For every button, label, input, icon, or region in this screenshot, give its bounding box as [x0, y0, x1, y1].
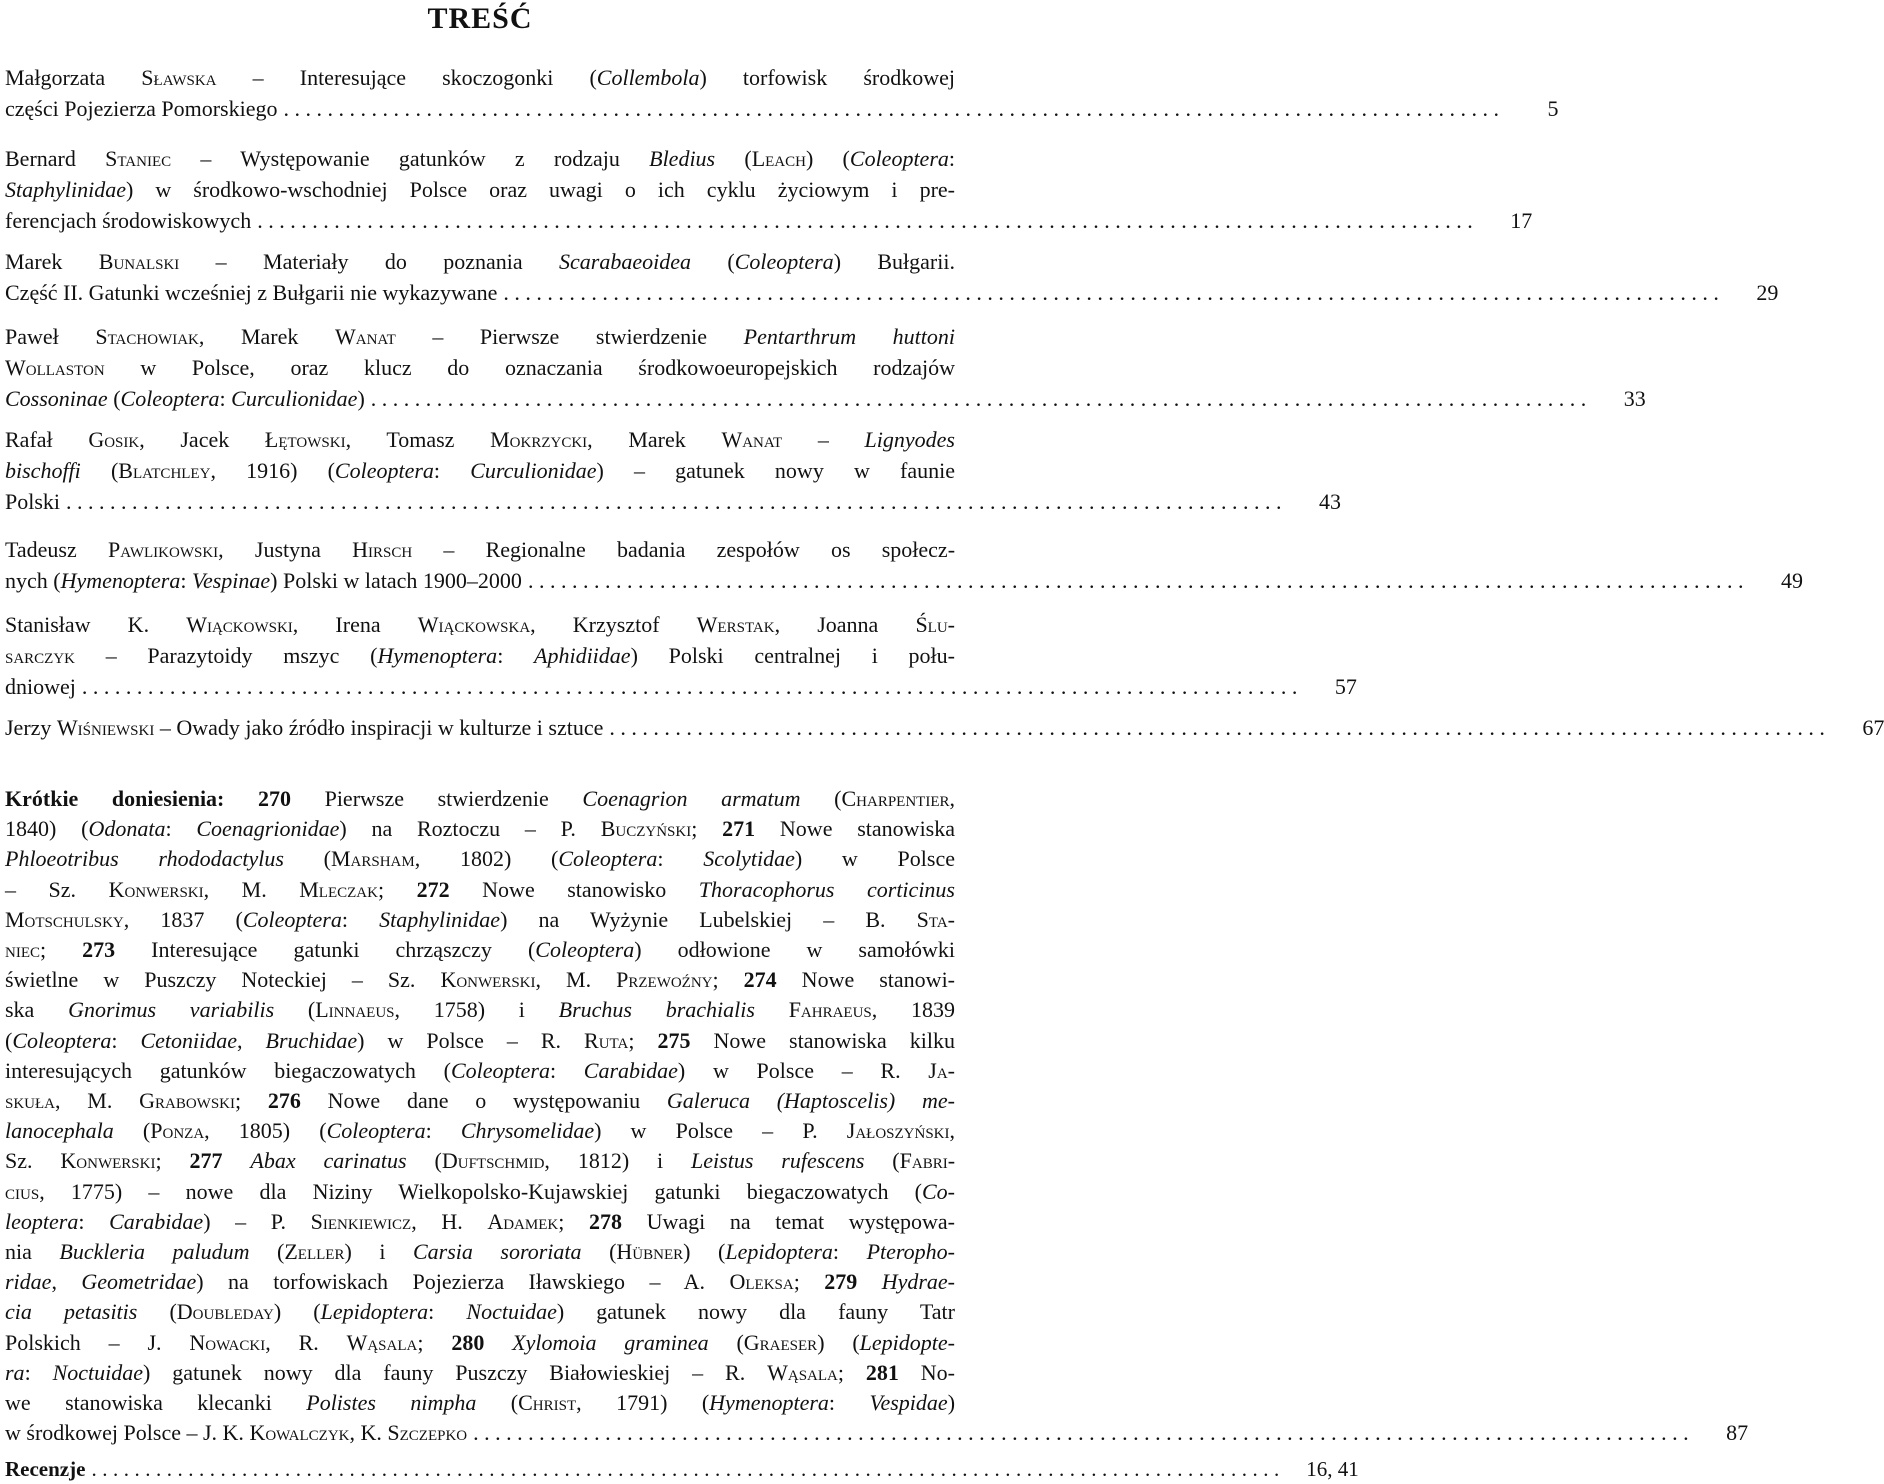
page-number: 49 — [1780, 568, 1803, 593]
italic-text: Coenagrionidae — [196, 816, 340, 842]
dot-leader: ............................................................................................................... — [91, 1457, 1285, 1481]
author-surname: Hirsch — [352, 537, 413, 562]
contents-entry — [5, 62, 1559, 124]
dot-leader: ............................................................................................................... — [283, 96, 1505, 121]
italic-text: Co- — [922, 1178, 955, 1204]
italic-text: Coleoptera — [242, 906, 342, 932]
entry-text: ferencjach środowiskowych — [5, 208, 252, 233]
author-surname: Wanat — [334, 324, 396, 349]
entry-line: ra: Noctuidae) gatunek nowy dla fauny Puszczy Białowieskiej – R. Wąsala; 281 No- — [5, 1359, 955, 1385]
italic-text: Collembola — [596, 65, 700, 90]
italic-text: Coleoptera — [12, 1027, 112, 1053]
author-surname: Staniec — [105, 146, 172, 171]
italic-text: Coleoptera — [326, 1118, 426, 1144]
italic-text: Hydrae- — [881, 1269, 956, 1295]
italic-text: Lepidopte- — [859, 1329, 955, 1355]
italic-text: Cossoninae — [5, 386, 108, 411]
author-surname: Konwerski — [440, 967, 536, 993]
author-surname: Mokrzycki — [490, 427, 588, 452]
italic-text: Chrysomelidae — [460, 1118, 595, 1144]
page-number: 33 — [1623, 386, 1646, 411]
author-surname: Fabri- — [899, 1148, 956, 1174]
author-surname: Blatchley — [118, 458, 211, 483]
author-surname: Wiąckowska — [417, 612, 531, 637]
entry-line: ska Gnorimus variabilis (Linnaeus, 1758) i Bruchus brachialis Fahraeus, 1839 — [5, 997, 955, 1023]
italic-text: Pentarthrum huttoni — [743, 324, 956, 349]
italic-text: Cetoniidae — [140, 1027, 237, 1053]
author-surname: Wąsala — [767, 1359, 838, 1385]
italic-text: Coleoptera — [120, 386, 220, 411]
entry-line: 1840) (Odonata: Coenagrionidae) na Roztoczu – P. Buczyński; 271 Nowe stanowiska — [5, 816, 956, 842]
author-surname: Bunalski — [98, 249, 180, 274]
bold-text: Krótkie doniesienia: 270 — [5, 786, 291, 811]
bold-text: 274 — [743, 967, 777, 993]
contents-entry — [5, 246, 1779, 308]
author-surname: Szczepko — [387, 1420, 468, 1446]
italic-text: Galeruca (Haptoscelis) me- — [666, 1088, 955, 1114]
italic-text: Carabidae — [583, 1057, 678, 1083]
italic-text: Lignyodes — [864, 427, 955, 452]
author-surname: Ponza — [150, 1118, 205, 1144]
page-number: 57 — [1334, 674, 1357, 699]
bold-text: 275 — [657, 1027, 691, 1053]
author-surname: Hübner — [616, 1239, 684, 1265]
author-surname: Konwerski — [108, 876, 204, 902]
author-surname: Ślu- — [915, 612, 955, 637]
italic-text: Coleoptera — [334, 458, 434, 483]
author-surname: Marsham — [330, 846, 415, 872]
italic-text: Phloeotribus rhododactylus — [5, 846, 284, 872]
author-surname: Charpentier — [841, 786, 950, 811]
italic-text: cia petasitis — [5, 1299, 138, 1325]
author-surname: sarczyk — [5, 643, 76, 668]
bold-text: Recenzje — [5, 1457, 86, 1481]
dot-leader: ............................................................................................................... — [66, 489, 1288, 514]
author-surname: Wanat — [721, 427, 783, 452]
entry-line: Phloeotribus rhododactylus (Marsham, 1802) (Coleoptera: Scolytidae) w Polsce — [5, 846, 955, 872]
author-surname: Wiśniewski — [56, 715, 155, 740]
author-surname: Wiąckowski — [186, 612, 293, 637]
entry-line: sarczyk – Parazytoidy mszyc (Hymenoptera: Aphidiidae) Polski centralnej i połu- — [5, 643, 955, 668]
entry-text: Cossoninae (Coleoptera: Curculionidae) — [5, 386, 365, 411]
italic-text: ridae — [5, 1269, 52, 1295]
author-surname: Duftschmid — [441, 1148, 545, 1174]
bold-text: 277 — [189, 1148, 223, 1174]
italic-text: Curculionidae — [470, 458, 597, 483]
author-surname: Werstak — [696, 612, 775, 637]
italic-text: Xylomoia graminea — [512, 1329, 709, 1355]
entry-text — [5, 1456, 85, 1482]
contents-entry — [5, 609, 1357, 702]
entry-line: we stanowiska klecanki Polistes nimpha (Christ, 1791) (Hymenoptera: Vespidae) — [5, 1390, 956, 1416]
entry-line: Sz. Konwerski; 277 Abax carinatus (Duftschmid, 1812) i Leistus rufescens (Fabri- — [5, 1148, 956, 1174]
italic-text: Bruchidae — [265, 1027, 358, 1053]
entry-line: Rafał Gosik, Jacek Łętowski, Tomasz Mokrzycki, Marek Wanat – Lignyodes — [5, 427, 955, 452]
dot-leader: ............................................................................................................... — [473, 1420, 1695, 1446]
italic-text: Staphylinidae — [379, 906, 501, 932]
italic-text: Coleoptera — [450, 1057, 550, 1083]
author-surname: Doubleday — [176, 1299, 274, 1325]
entry-line: Tadeusz Pawlikowski, Justyna Hirsch – Regionalne badania zespołów os społecz- — [5, 537, 956, 562]
page-number: 16, 41 — [1306, 1457, 1359, 1481]
italic-text: Noctuidae — [52, 1359, 144, 1385]
italic-text: lanocephala — [5, 1118, 114, 1144]
author-surname: Buczyński — [600, 816, 692, 842]
italic-text: Vespidae — [869, 1390, 948, 1416]
entry-line: cia petasitis (Doubleday) (Lepidoptera: Noctuidae) gatunek nowy dla fauny Tatr — [5, 1299, 955, 1325]
dot-leader: ............................................................................................................... — [81, 674, 1303, 699]
italic-text: Bledius — [649, 146, 716, 171]
italic-text: bischoffi — [5, 458, 81, 483]
italic-text: Buckleria paludum — [59, 1239, 250, 1265]
author-surname: Wollaston — [5, 355, 105, 380]
entry-last-line — [5, 93, 1559, 124]
author-surname: Wąsala — [346, 1329, 418, 1355]
short-notes-section — [5, 784, 1749, 1448]
italic-text: Polistes nimpha — [306, 1390, 477, 1416]
author-surname: Nowacki — [189, 1329, 266, 1355]
entry-line: Paweł Stachowiak, Marek Wanat – Pierwsze stwierdzenie Pentarthrum huttoni — [5, 324, 956, 349]
bold-text: 278 — [588, 1208, 622, 1234]
italic-text: Noctuidae — [466, 1299, 557, 1325]
author-surname: Gosik — [88, 427, 140, 452]
author-surname: Przewoźny — [616, 967, 713, 993]
entry-line: Motschulsky, 1837 (Coleoptera: Staphylinidae) na Wyżynie Lubelskiej – B. Sta- — [5, 906, 955, 932]
italic-text: Hymenoptera — [60, 568, 181, 593]
entry-line: Małgorzata Sławska – Interesujące skoczogonki (Collembola) torfowisk środkowej — [5, 65, 955, 90]
entry-text: nych (Hymenoptera: Vespinae) Polski w latach 1900–2000 — [5, 568, 522, 593]
bold-text: 276 — [267, 1088, 301, 1114]
author-surname: Sta- — [916, 906, 955, 932]
author-surname: Motschulsky — [5, 906, 124, 932]
author-surname: Sławska — [141, 65, 217, 90]
author-surname: skuła — [5, 1088, 56, 1114]
page-title: TREŚĆ — [427, 2, 533, 35]
contents-entry — [5, 534, 1803, 596]
entry-text: w środkowej Polsce – J. K. Kowalczyk, K. Szczepko — [5, 1420, 468, 1446]
entry-line: leoptera: Carabidae) – P. Sienkiewicz, H. Adamek; 278 Uwagi na temat występowa- — [5, 1208, 955, 1234]
contents-entry — [5, 143, 1533, 236]
author-surname: Zeller — [284, 1239, 345, 1265]
page-number: 87 — [1726, 1420, 1749, 1446]
entry-last-line — [5, 1418, 1749, 1448]
author-surname: Pawlikowski — [107, 537, 219, 562]
entry-last-line — [5, 712, 1884, 743]
author-surname: Ruta — [584, 1027, 629, 1053]
bold-text: 273 — [82, 937, 116, 963]
italic-text: Coleoptera — [849, 146, 949, 171]
author-surname: Kowalczyk — [249, 1420, 350, 1446]
entry-line: Stanisław K. Wiąckowski, Irena Wiąckowska, Krzysztof Werstak, Joanna Ślu- — [5, 612, 955, 637]
italic-text: Hymenoptera — [709, 1390, 829, 1416]
author-surname: Oleksa — [729, 1269, 794, 1295]
italic-text: Vespinae — [191, 568, 271, 593]
entry-line: Bernard Staniec – Występowanie gatunków z rodzaju Bledius (Leach) (Coleoptera: — [5, 146, 956, 171]
author-surname: Leach — [751, 146, 806, 171]
author-surname: Christ — [518, 1390, 577, 1416]
italic-text: Scarabaeoidea — [559, 249, 691, 274]
bold-text: 280 — [451, 1329, 485, 1355]
author-surname: Konwerski — [60, 1148, 156, 1174]
italic-text: ra — [5, 1359, 25, 1385]
dot-leader: ............................................................................................................... — [503, 280, 1725, 305]
entry-line: cius, 1775) – nowe dla Niziny Wielkopolsko-Kujawskiej gatunki biegaczowatych (Co- — [5, 1178, 955, 1204]
italic-text: Staphylinidae — [5, 177, 126, 202]
entry-line: Polskich – J. Nowacki, R. Wąsala; 280 Xylomoia graminea (Graeser) (Lepidopte- — [5, 1329, 955, 1355]
author-surname: Mleczak — [299, 876, 378, 902]
entry-text: Polski — [5, 489, 61, 514]
entry-last-line — [5, 486, 1342, 517]
entry-last-line — [5, 671, 1357, 702]
entry-line: Krótkie doniesienia: 270 Pierwsze stwierdzenie Coenagrion armatum (Charpentier, — [5, 786, 956, 811]
dot-leader: ............................................................................................................... — [609, 715, 1831, 740]
italic-text: Coenagrion armatum — [582, 786, 801, 811]
italic-text: Thoracophorus corticinus — [698, 876, 955, 902]
italic-text: Carsia sororiata — [412, 1239, 582, 1265]
entry-text: Część II. Gatunki wcześniej z Bułgarii nie wykazywane — [5, 280, 498, 305]
contents-entry — [5, 321, 1646, 414]
page-number: 67 — [1862, 715, 1884, 740]
entry-line: (Coleoptera: Cetoniidae, Bruchidae) w Polsce – R. Ruta; 275 Nowe stanowiska kilku — [5, 1027, 956, 1053]
contents-entry — [5, 712, 1884, 743]
italic-text: Odonata — [88, 816, 166, 842]
entry-last-line — [5, 1456, 1359, 1482]
author-surname: Ja- — [928, 1057, 956, 1083]
entry-line: Staphylinidae) w środkowo-wschodniej Polsce oraz uwagi o ich cyklu życiowym i pre- — [5, 177, 955, 202]
page-number: 29 — [1756, 280, 1779, 305]
entry-line: skuła, M. Grabowski; 276 Nowe dane o występowaniu Galeruca (Haptoscelis) me- — [5, 1088, 955, 1114]
bold-text: 271 — [722, 816, 756, 842]
italic-text: Curculionidae — [231, 386, 358, 411]
italic-text: Lepidoptera — [725, 1239, 833, 1265]
italic-text: Coleoptera — [734, 249, 834, 274]
italic-text: Geometridae — [81, 1269, 197, 1295]
entry-line: – Sz. Konwerski, M. Mleczak; 272 Nowe stanowisko Thoracophorus corticinus — [5, 876, 955, 902]
dot-leader: ............................................................................................................... — [257, 208, 1479, 233]
bold-text: 272 — [416, 876, 450, 902]
author-surname: Graeser — [743, 1329, 818, 1355]
author-surname: Grabowski — [139, 1088, 235, 1114]
entry-last-line — [5, 205, 1533, 236]
entry-line: Marek Bunalski – Materiały do poznania Scarabaeoidea (Coleoptera) Bułgarii. — [5, 249, 955, 274]
italic-text: Hymenoptera — [377, 643, 498, 668]
italic-text: Coleoptera — [558, 846, 658, 872]
italic-text: Leistus rufescens — [691, 1148, 865, 1174]
dot-leader: ............................................................................................................... — [527, 568, 1749, 593]
bold-text: 281 — [865, 1359, 899, 1385]
author-surname: Łętowski — [264, 427, 346, 452]
author-surname: Adamek — [487, 1208, 559, 1234]
entry-line: interesujących gatunków biegaczowatych (Coleoptera: Carabidae) w Polsce – R. Ja- — [5, 1057, 956, 1083]
bold-text: 279 — [824, 1269, 858, 1295]
entry-line: ridae, Geometridae) na torfowiskach Pojezierza Iławskiego – A. Oleksa; 279 Hydrae- — [5, 1269, 956, 1295]
entry-line: lanocephala (Ponza, 1805) (Coleoptera: Chrysomelidae) w Polsce – P. Jałoszyński, — [5, 1118, 955, 1144]
author-surname: Stachowiak — [95, 324, 199, 349]
italic-text: Coleoptera — [535, 937, 635, 963]
contents-entry — [5, 424, 1342, 517]
entry-line: bischoffi (Blatchley, 1916) (Coleoptera: Curculionidae) – gatunek nowy w faunie — [5, 458, 955, 483]
italic-text: Abax carinatus — [250, 1148, 407, 1174]
entry-last-line — [5, 565, 1803, 596]
italic-text: leoptera — [5, 1208, 79, 1234]
entry-line: Wollaston w Polsce, oraz klucz do oznaczania środkowoeuropejskich rodzajów — [5, 355, 955, 380]
author-surname: Fahraeus — [788, 997, 872, 1023]
italic-text: Carabidae — [109, 1208, 204, 1234]
page-number: 43 — [1319, 489, 1342, 514]
author-surname: Sienkiewicz — [310, 1208, 412, 1234]
reviews-entry — [5, 1456, 1359, 1482]
author-surname: cius — [5, 1178, 40, 1204]
entry-last-line — [5, 277, 1779, 308]
entry-last-line — [5, 383, 1646, 414]
italic-text: Scolytidae — [703, 846, 795, 872]
entry-text: części Pojezierza Pomorskiego — [5, 96, 278, 121]
author-surname: Jałoszyński — [846, 1118, 950, 1144]
entry-text: Jerzy Wiśniewski – Owady jako źródło inspiracji w kulturze i sztuce — [5, 715, 604, 740]
italic-text: Gnorimus variabilis — [68, 997, 275, 1023]
author-surname: Linnaeus — [315, 997, 395, 1023]
italic-text: Lepidoptera — [320, 1299, 429, 1325]
entry-line: nia Buckleria paludum (Zeller) i Carsia sororiata (Hübner) (Lepidoptera: Pteropho- — [5, 1239, 955, 1265]
page-number: 17 — [1510, 208, 1533, 233]
italic-text: Pteropho- — [866, 1239, 955, 1265]
entry-line: świetlne w Puszczy Noteckiej – Sz. Konwerski, M. Przewoźny; 274 Nowe stanowi- — [5, 967, 956, 993]
italic-text: Bruchus brachialis — [558, 997, 755, 1023]
entry-text: dniowej — [5, 674, 76, 699]
entry-line: niec; 273 Interesujące gatunki chrząszczy (Coleoptera) odłowione w samołówki — [5, 937, 955, 963]
author-surname: niec — [5, 937, 40, 963]
dot-leader: ............................................................................................................... — [370, 386, 1592, 411]
italic-text: Aphidiidae — [534, 643, 631, 668]
page-number: 5 — [1547, 96, 1559, 121]
